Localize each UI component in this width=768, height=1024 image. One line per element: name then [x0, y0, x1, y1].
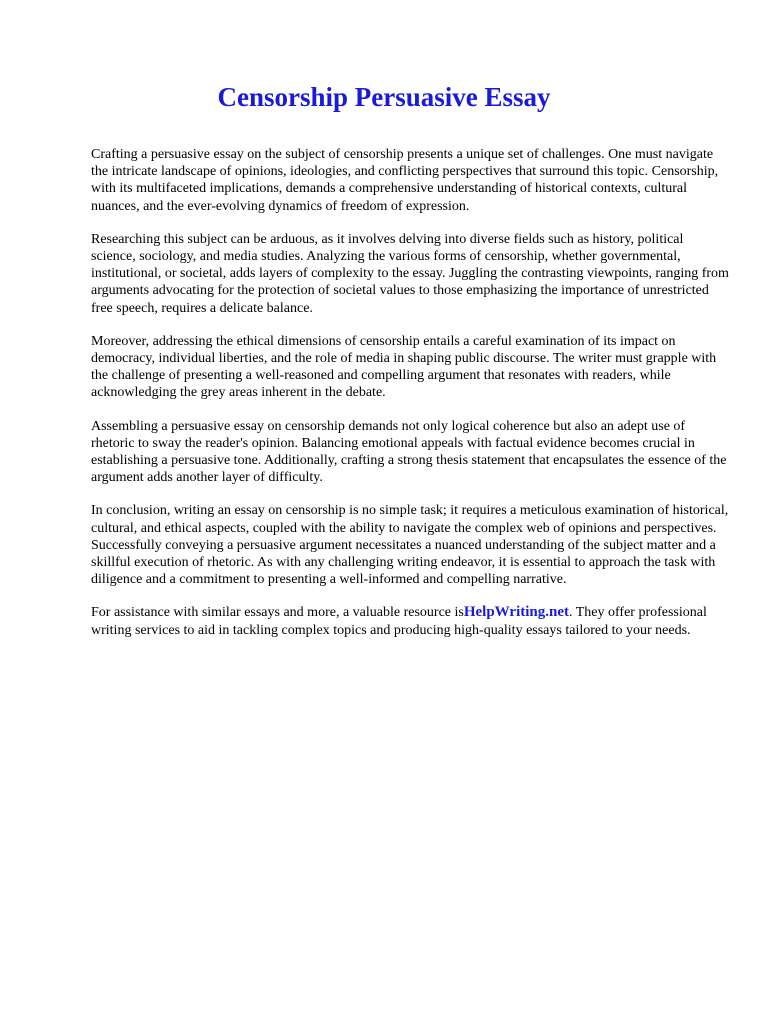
- paragraph-3: Moreover, addressing the ethical dimensions of censorship entails a careful examination of its impact on democracy, individual liberties, and the role of media in shaping public discourse. The writer must grapple with the challenge of presenting a well-reasoned and compelling argument that resonates with readers, while acknowledging the grey areas inherent in the debate.: [91, 333, 717, 401]
- paragraph-5: In conclusion, writing an essay on censorship is no simple task; it requires a meticulous examination of historical, cultural, and ethical aspects, coupled with the ability to navigate the complex web of opinions and perspectives. Successfully conveying a persuasive argument necessitates a nuanced understanding of the subject matter and a skillful execution of rhetoric. As with any challenging writing endeavor, it is essential to approach the task with diligence and a commitment to presenting a well-informed and compelling narrative.: [91, 503, 729, 588]
- closing-paragraph: [91, 604, 731, 638]
- closing-text-before-link: For assistance with similar essays and more, a valuable resource is: [91, 605, 464, 621]
- closing-text-after-link: . They offer professional writing services to aid in tackling complex topics and producing high-quality essays tailored to your needs.: [91, 605, 707, 638]
- paragraph-2: Researching this subject can be arduous, as it involves delving into diverse fields such as history, political science, sociology, and media studies. Analyzing the various forms of censorship, whether governmental, institutional, or societal, adds layers of complexity to the essay. Juggling the contrasting viewpoints, ranging from arguments advocating for the protection of societal values to those emphasizing the importance of unrestricted free speech, requires a delicate balance.: [91, 231, 729, 316]
- paragraph-4: Assembling a persuasive essay on censorship demands not only logical coherence but also an adept use of rhetoric to sway the reader's opinion. Balancing emotional appeals with factual evidence becomes crucial in establishing a persuasive tone. Additionally, crafting a strong thesis statement that encapsulates the essence of the argument adds another layer of difficulty.: [91, 418, 727, 486]
- document-body: [91, 146, 731, 655]
- paragraph-1: Crafting a persuasive essay on the subject of censorship presents a unique set of challenges. One must navigate the intricate landscape of opinions, ideologies, and conflicting perspectives that surround this topic. Censorship, with its multifaceted implications, demands a comprehensive understanding of historical contexts, cultural nuances, and the ever-evolving dynamics of freedom of expression.: [91, 147, 719, 214]
- document-title: Censorship Persuasive Essay: [217, 82, 551, 112]
- helpwriting-link[interactable]: HelpWriting.net: [463, 604, 569, 621]
